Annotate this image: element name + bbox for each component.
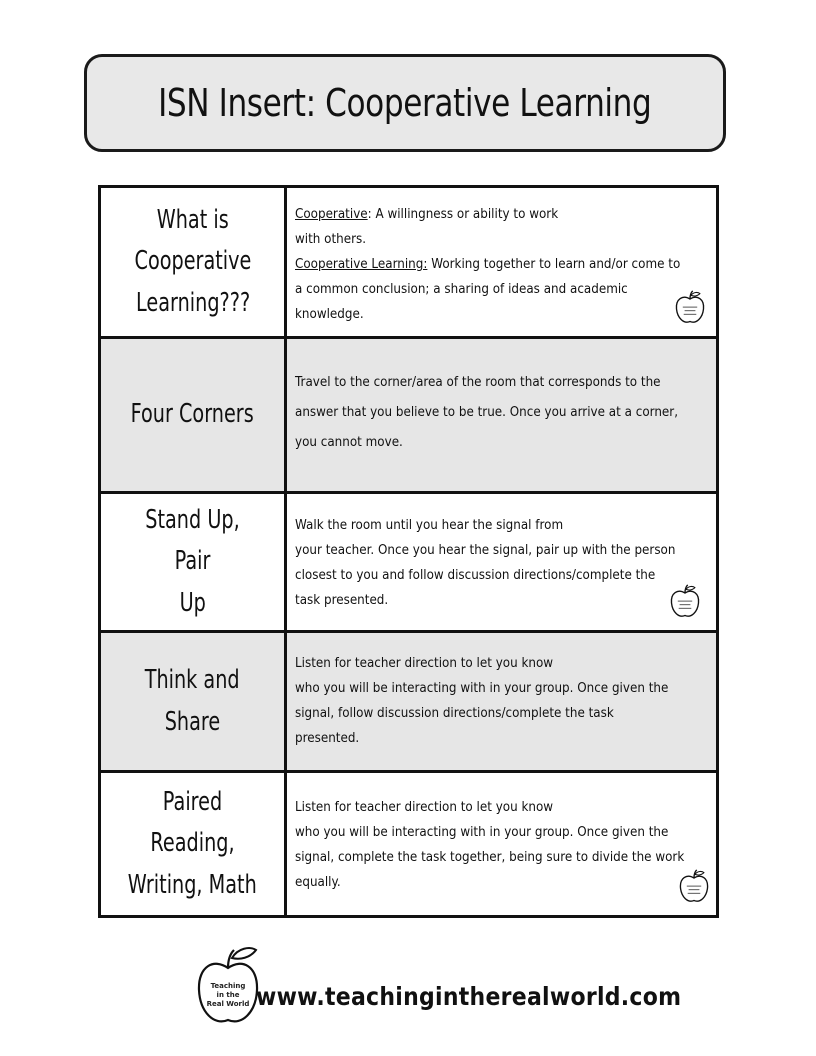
apple-logo-icon bbox=[667, 584, 703, 620]
row-description bbox=[287, 773, 726, 915]
table-row bbox=[101, 339, 716, 494]
description-text: Walk the room until you hear the signal from bbox=[295, 518, 564, 533]
row-label bbox=[101, 494, 287, 630]
website-link[interactable]: www.teachingintherealworld.com bbox=[256, 982, 682, 1011]
description-text: presented. bbox=[295, 731, 360, 746]
page-title: ISN Insert: Cooperative Learning bbox=[158, 81, 652, 125]
row-label-line: Up bbox=[179, 587, 206, 618]
description-text: Travel to the corner/area of the room that corresponds to the bbox=[295, 375, 661, 390]
row-label-line: Writing, Math bbox=[127, 869, 257, 900]
term-cooperative-learning: Cooperative Learning: bbox=[295, 257, 428, 272]
description-text: signal, follow discussion directions/complete the task bbox=[295, 706, 614, 721]
row-label bbox=[101, 773, 287, 915]
description-text: who you will be interacting with in your group. Once given the bbox=[295, 681, 669, 696]
logo-text: Teaching bbox=[210, 982, 246, 990]
description-text: equally. bbox=[295, 875, 341, 890]
description-text: with others. bbox=[295, 232, 367, 247]
description-text: Working together to learn and/or come to bbox=[427, 257, 681, 272]
row-label bbox=[101, 339, 287, 491]
table-row bbox=[101, 633, 716, 773]
description-text: your teacher. Once you hear the signal, pair up with the person bbox=[295, 543, 676, 558]
row-label-line: Stand Up, Pair bbox=[145, 504, 240, 577]
row-label-line: Think and bbox=[145, 664, 240, 695]
footer bbox=[194, 946, 682, 1032]
table-row bbox=[101, 188, 716, 339]
row-label bbox=[101, 633, 287, 770]
row-label-line: Share bbox=[164, 706, 221, 737]
apple-logo-icon bbox=[676, 869, 712, 905]
description-text: you cannot move. bbox=[295, 435, 403, 450]
row-label bbox=[101, 188, 287, 336]
row-description bbox=[287, 633, 716, 770]
logo-text: Real World bbox=[206, 1000, 250, 1008]
row-label-line: Cooperative bbox=[134, 246, 251, 277]
table-row bbox=[101, 773, 716, 915]
description-text: signal, complete the task together, being sure to divide the work bbox=[295, 850, 685, 865]
row-description bbox=[287, 494, 717, 630]
logo-text: in the bbox=[216, 991, 240, 999]
description-text: Listen for teacher direction to let you know bbox=[295, 800, 554, 815]
row-label-line: Paired Reading, bbox=[150, 786, 235, 859]
term-cooperative: Cooperative bbox=[295, 207, 368, 222]
row-description bbox=[287, 188, 722, 336]
description-text: Listen for teacher direction to let you know bbox=[295, 656, 554, 671]
description-text: knowledge. bbox=[295, 307, 364, 322]
row-label-line: What is bbox=[156, 204, 229, 235]
description-text: closest to you and follow discussion directions/complete the bbox=[295, 568, 656, 583]
title-banner bbox=[84, 54, 726, 152]
apple-logo-icon bbox=[672, 290, 708, 326]
table-row bbox=[101, 494, 716, 633]
row-label-line: Four Corners bbox=[130, 399, 255, 430]
row-description bbox=[287, 339, 719, 491]
description-text: a common conclusion; a sharing of ideas and academic bbox=[295, 282, 628, 297]
cooperative-learning-table bbox=[98, 185, 719, 918]
description-text: : A willingness or ability to work bbox=[367, 207, 559, 222]
row-label-line: Learning??? bbox=[135, 287, 250, 318]
description-text: who you will be interacting with in your group. Once given the bbox=[295, 825, 669, 840]
description-text: task presented. bbox=[295, 593, 389, 608]
description-text: answer that you believe to be true. Once you arrive at a corner, bbox=[295, 405, 679, 420]
